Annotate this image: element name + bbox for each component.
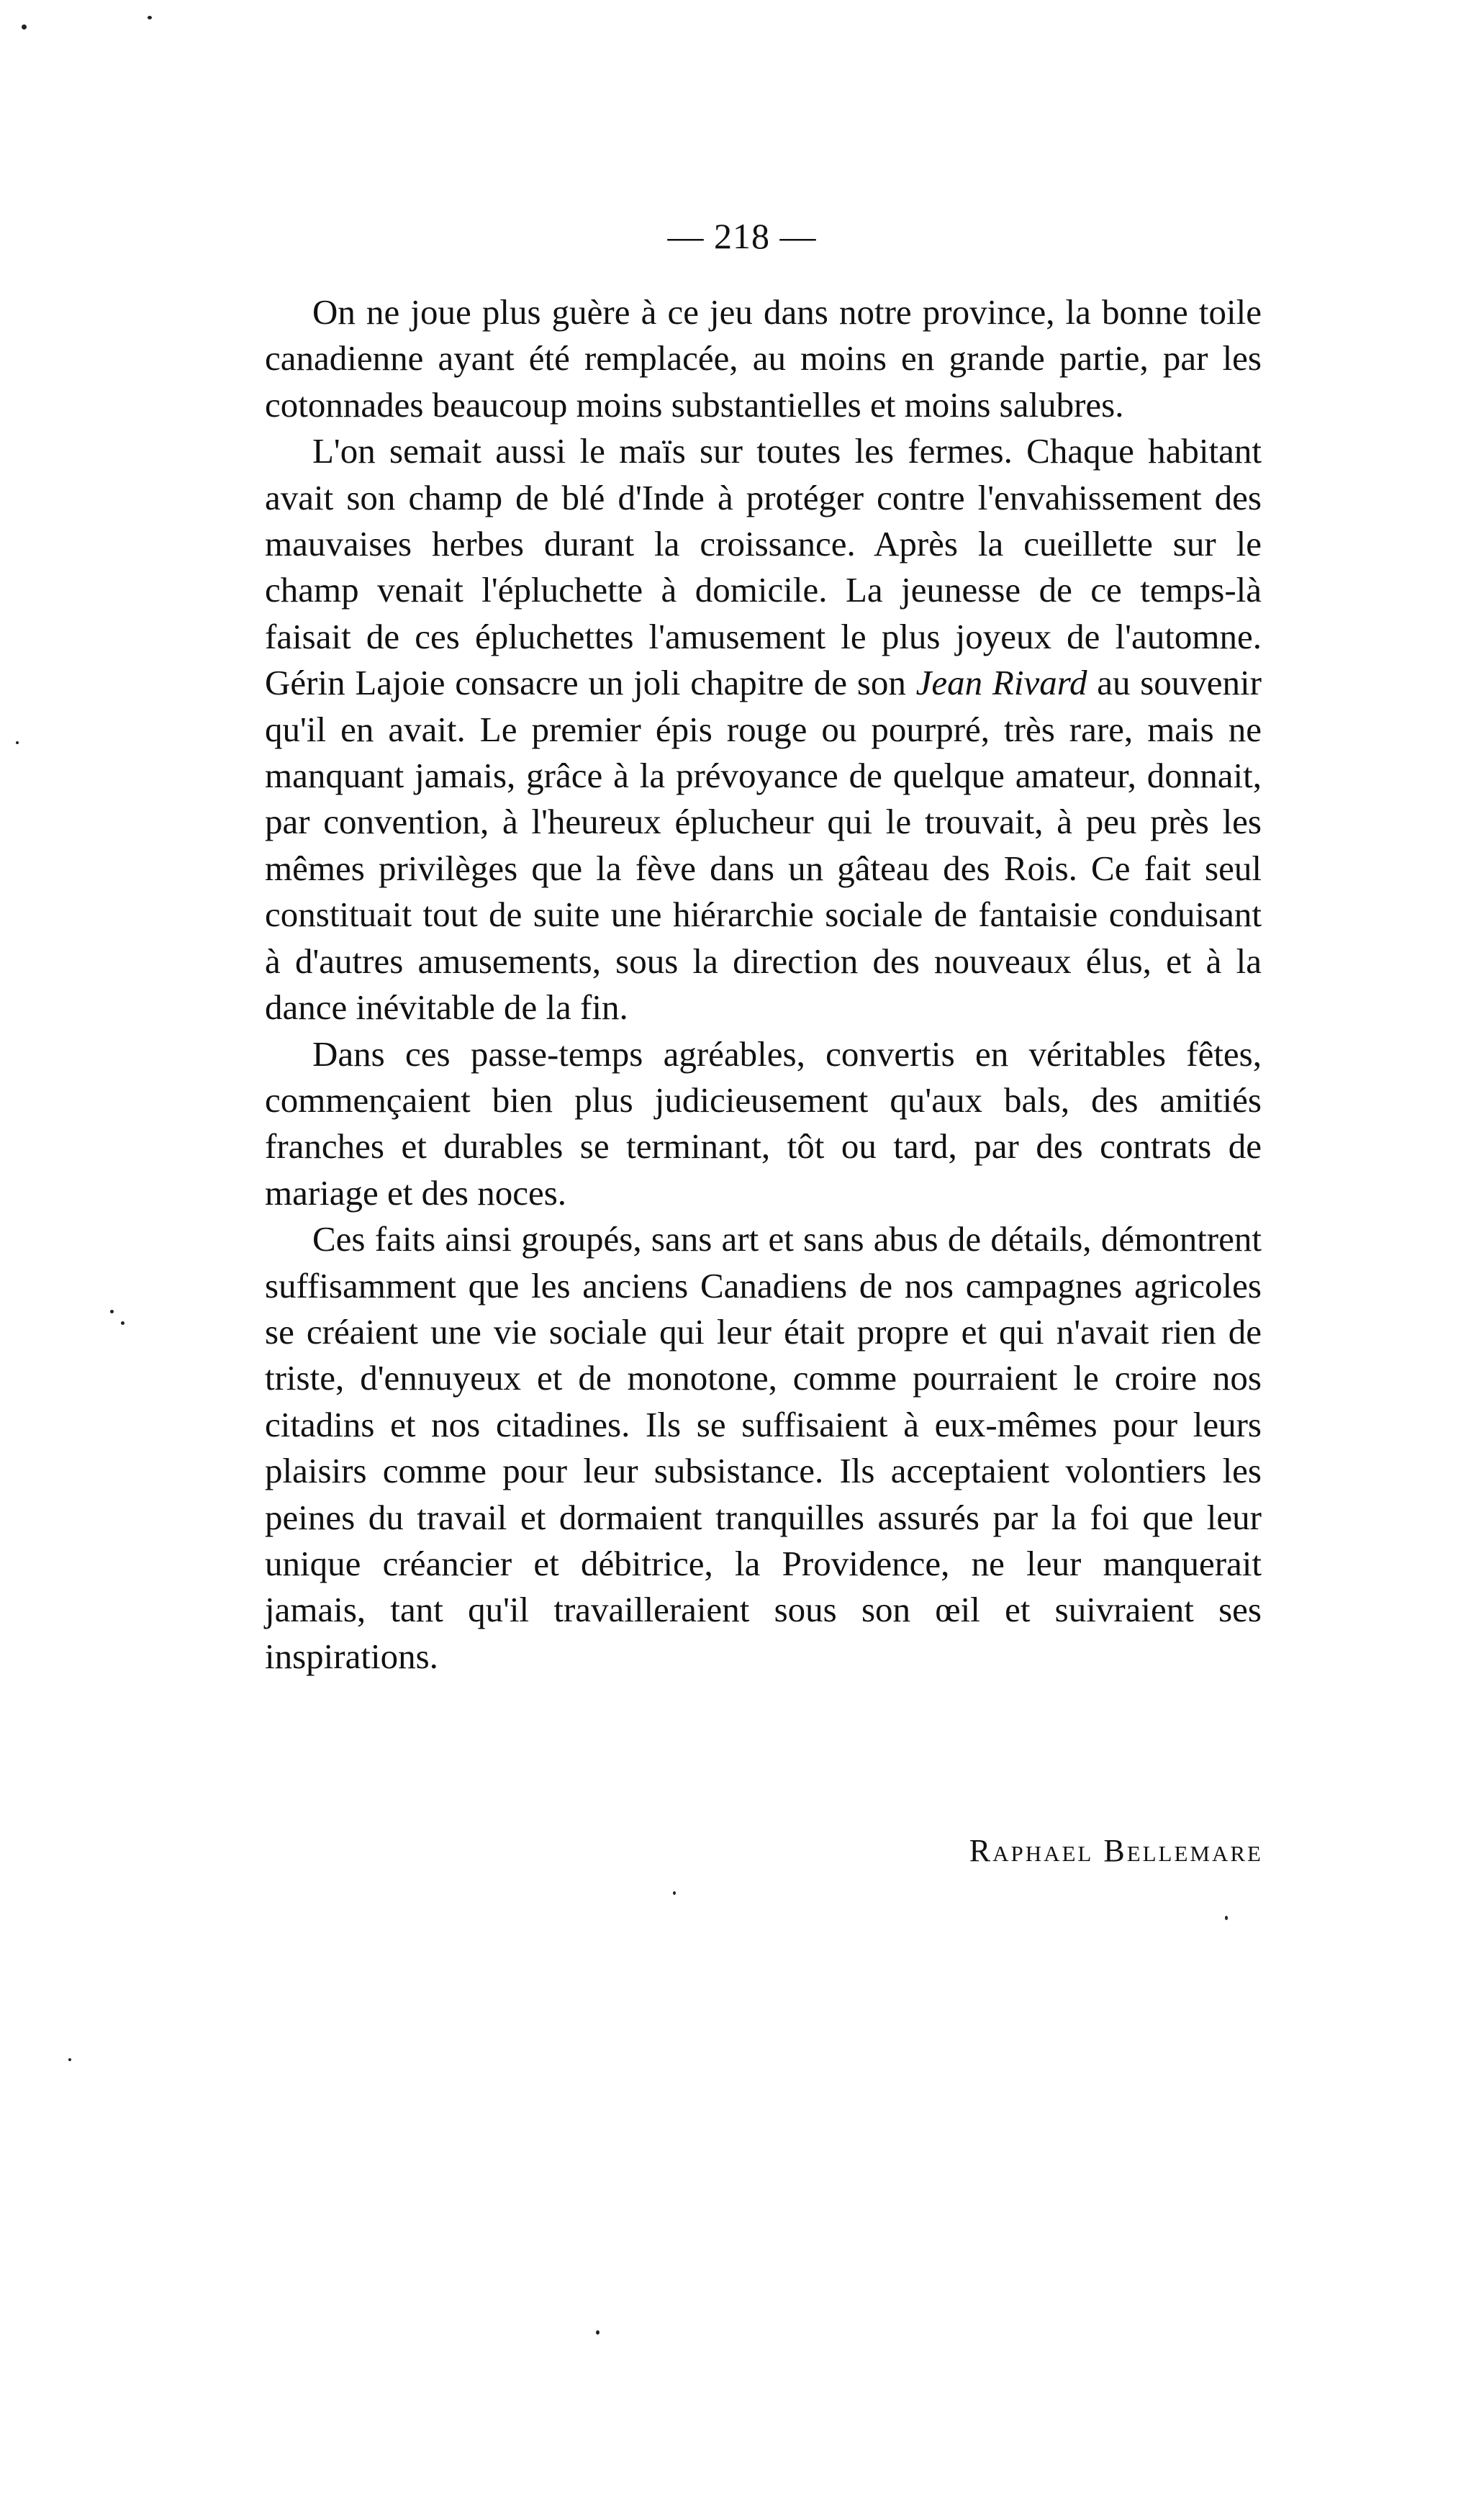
scan-speck [121,1321,125,1325]
paragraph-4: Ces faits ainsi groupés, sans art et sans abus de détails, démontrent suffisamment que les anciens Canadiens de nos campagnes agricoles se créaient une vie sociale qui leur était propre et qui n'avait rien de triste, d'ennuyeux et de monotone, comme pourraient le croire nos citadins et nos citadines. Ils se suffisaient à eux-mêmes pour leurs plaisirs comme pour leur subsistance. Ils acceptaient volontiers les peines du travail et dormaient tranquilles assurés par la foi que leur unique créancier et débitrice, la Providence, ne leur manquerait jamais, tant qu'il travailleraient sous son œil et suivraient ses inspirations. [265,1219,1262,1676]
paragraph-2-part-2: au souvenir qu'il en avait. Le premier épis rouge ou pourpré, très rare, mais ne manquant jamais, grâce à la prévoyance de quelque amateur, donnait, par convention, à l'heureux éplucheur qui le trouvait, à peu près les mêmes privilèges que la fève dans un gâteau des Rois. Ce fait seul constituait tout de suite une hiérarchie sociale de fantaisie conduisant à d'autres amusements, sous la direction des nouveaux élus, et à la dance inévitable de la fin. [265,663,1262,1028]
scan-speck [16,741,19,744]
scan-speck [110,1310,114,1313]
scan-speck [673,1891,676,1895]
paragraph-3: Dans ces passe-temps agréables, convertis en véritables fêtes, commençaient bien plus judicieusement qu'aux bals, des amitiés franches et durables se terminant, tôt ou tard, par des contrats de mariage et des noces. [265,1033,1262,1213]
scan-speck [148,16,152,19]
author-signature: Raphael Bellemare [969,1833,1263,1868]
book-title: Jean Rivard [915,663,1087,703]
body-text [265,289,1262,1680]
paragraph-2-part-1: L'on semait aussi le maïs sur toutes les fermes. Chaque habitant avait son champ de blé d'Inde à protéger contre l'envahissement des mauvaises herbes durant la croissance. Après la cueillette sur le champ venait l'épluchette à domicile. La jeunesse de ce temps-là faisait de ces épluchettes l'amusement le plus joyeux de l'automne. Gérin Lajoie consacre un joli chapitre de son [265,431,1262,703]
scan-speck [68,2058,71,2061]
page-number: — 218 — [667,216,817,256]
scan-speck [596,2330,600,2335]
paragraph-1: On ne joue plus guère à ce jeu dans notre province, la bonne toile canadienne ayant été remplacée, au moins en grande partie, par les cotonnades beaucoup moins substantielles et moins salubres. [265,292,1262,425]
scan-speck [1225,1916,1228,1920]
paragraph-2 [265,428,1262,1031]
scan-speck [22,24,27,30]
